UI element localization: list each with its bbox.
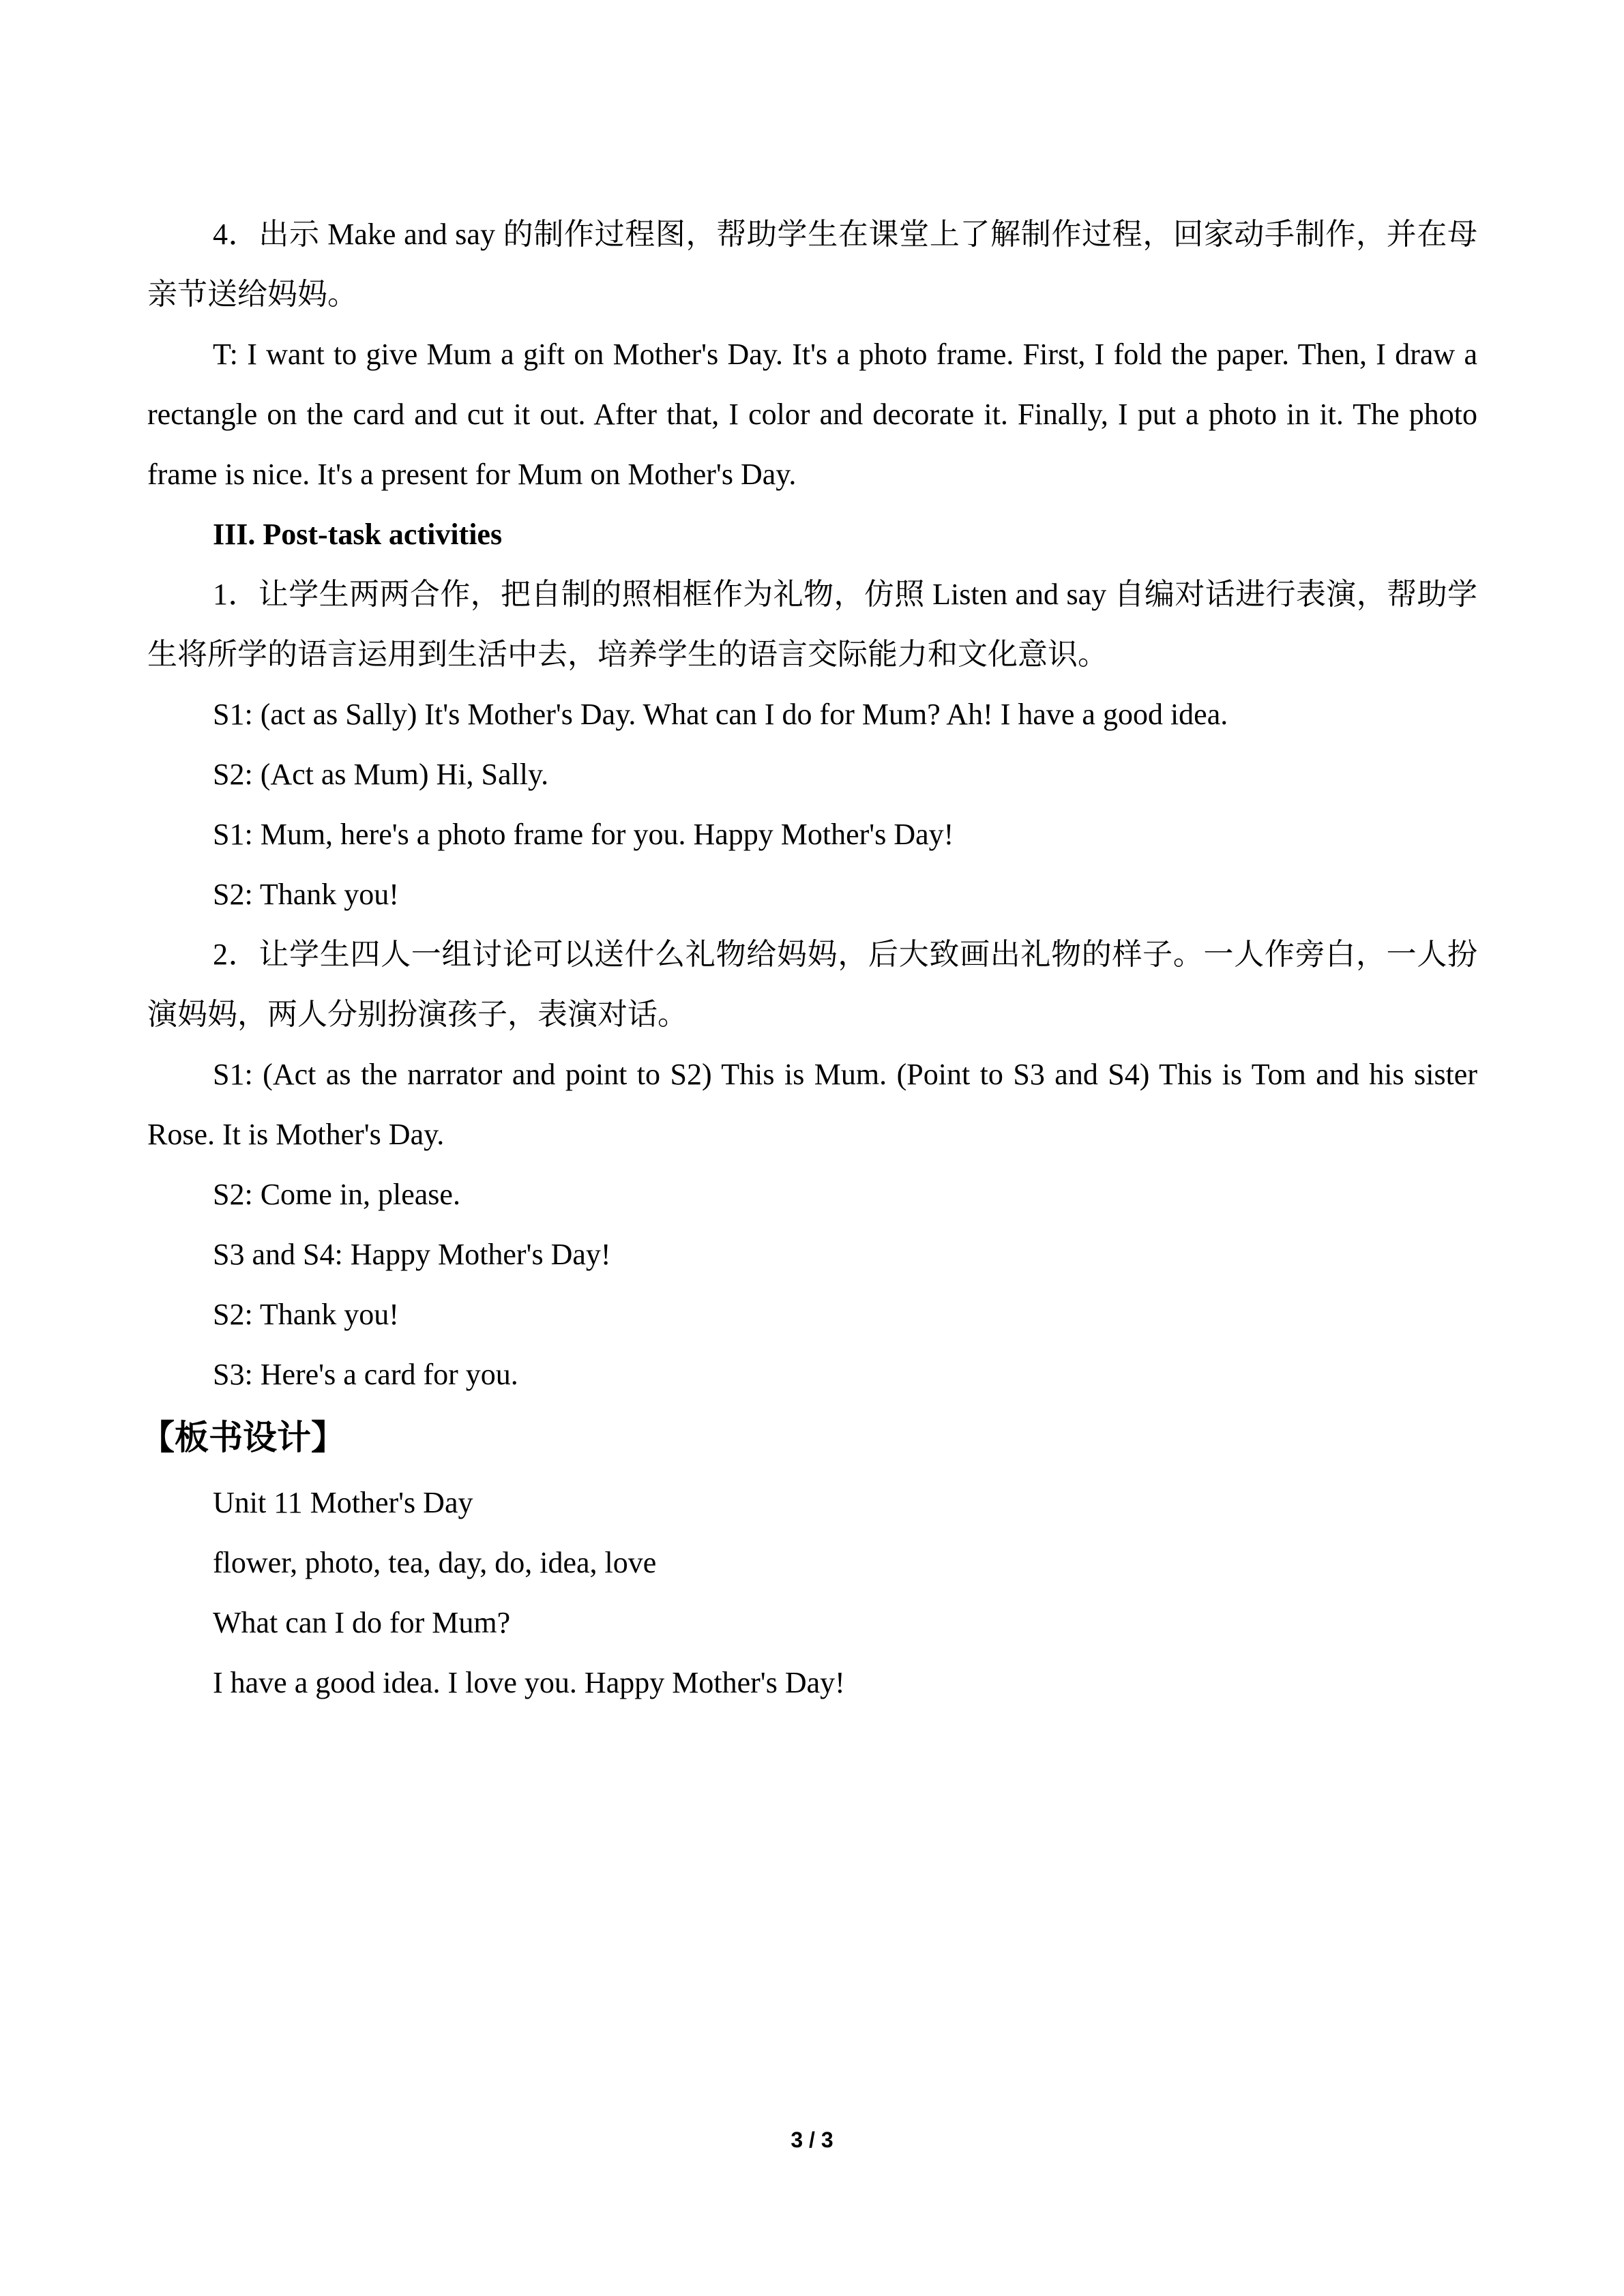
dialogue-line: S1: Mum, here's a photo frame for you. Happy Mother's Day!: [213, 818, 954, 851]
teacher-dialogue: T: I want to give Mum a gift on Mother's Day. It's a photo frame. First, I fold the paper. Then, I draw a rectangle on the card and cut it out. After that, I color and decorate it. Finally, I put a photo in it. The photo frame is nice. It's a present for Mum on Mother's Day.: [147, 338, 1477, 491]
page-content: [141, 205, 1477, 1713]
dialogue-line: S3 and S4: Happy Mother's Day!: [213, 1238, 611, 1271]
dialogue-line: S2: (Act as Mum) Hi, Sally.: [213, 758, 549, 791]
dialogue-line: S2: Thank you!: [213, 1298, 399, 1331]
dialogue-line: S1: (Act as the narrator and point to S2) This is Mum. (Point to S3 and S4) This is Tom and his sister Rose. It is Mother's Day.: [147, 1058, 1477, 1151]
dialogue-line: S1: (act as Sally) It's Mother's Day. What can I do for Mum? Ah! I have a good idea.: [213, 698, 1228, 731]
board-design-heading: 【板书设计】: [141, 1418, 345, 1457]
paragraph-activity-1: 1．让学生两两合作，把自制的照相框作为礼物，仿照 Listen and say 自编对话进行表演，帮助学生将所学的语言运用到生活中去，培养学生的语言交际能力和文化意识。: [147, 578, 1477, 671]
dialogue-line: S2: Come in, please.: [213, 1178, 460, 1211]
board-design: [147, 1473, 1477, 1713]
board-line: I have a good idea. I love you. Happy Mother's Day!: [213, 1666, 845, 1699]
page-number: 3 / 3: [791, 2128, 833, 2152]
board-line: What can I do for Mum?: [213, 1606, 511, 1639]
section-title: III. Post-task activities: [213, 518, 503, 551]
paragraph-step-4: 4．出示 Make and say 的制作过程图，帮助学生在课堂上了解制作过程，回家动手制作，并在母亲节送给妈妈。: [147, 218, 1477, 311]
paragraph-activity-2: 2．让学生四人一组讨论可以送什么礼物给妈妈，后大致画出礼物的样子。一人作旁白，一人扮演妈妈，两人分别扮演孩子，表演对话。: [147, 938, 1477, 1031]
dialogue-line: S3: Here's a card for you.: [213, 1358, 518, 1391]
dialogue-line: S2: Thank you!: [213, 878, 399, 911]
board-line: flower, photo, tea, day, do, idea, love: [213, 1546, 657, 1579]
board-line: Unit 11 Mother's Day: [213, 1486, 473, 1519]
